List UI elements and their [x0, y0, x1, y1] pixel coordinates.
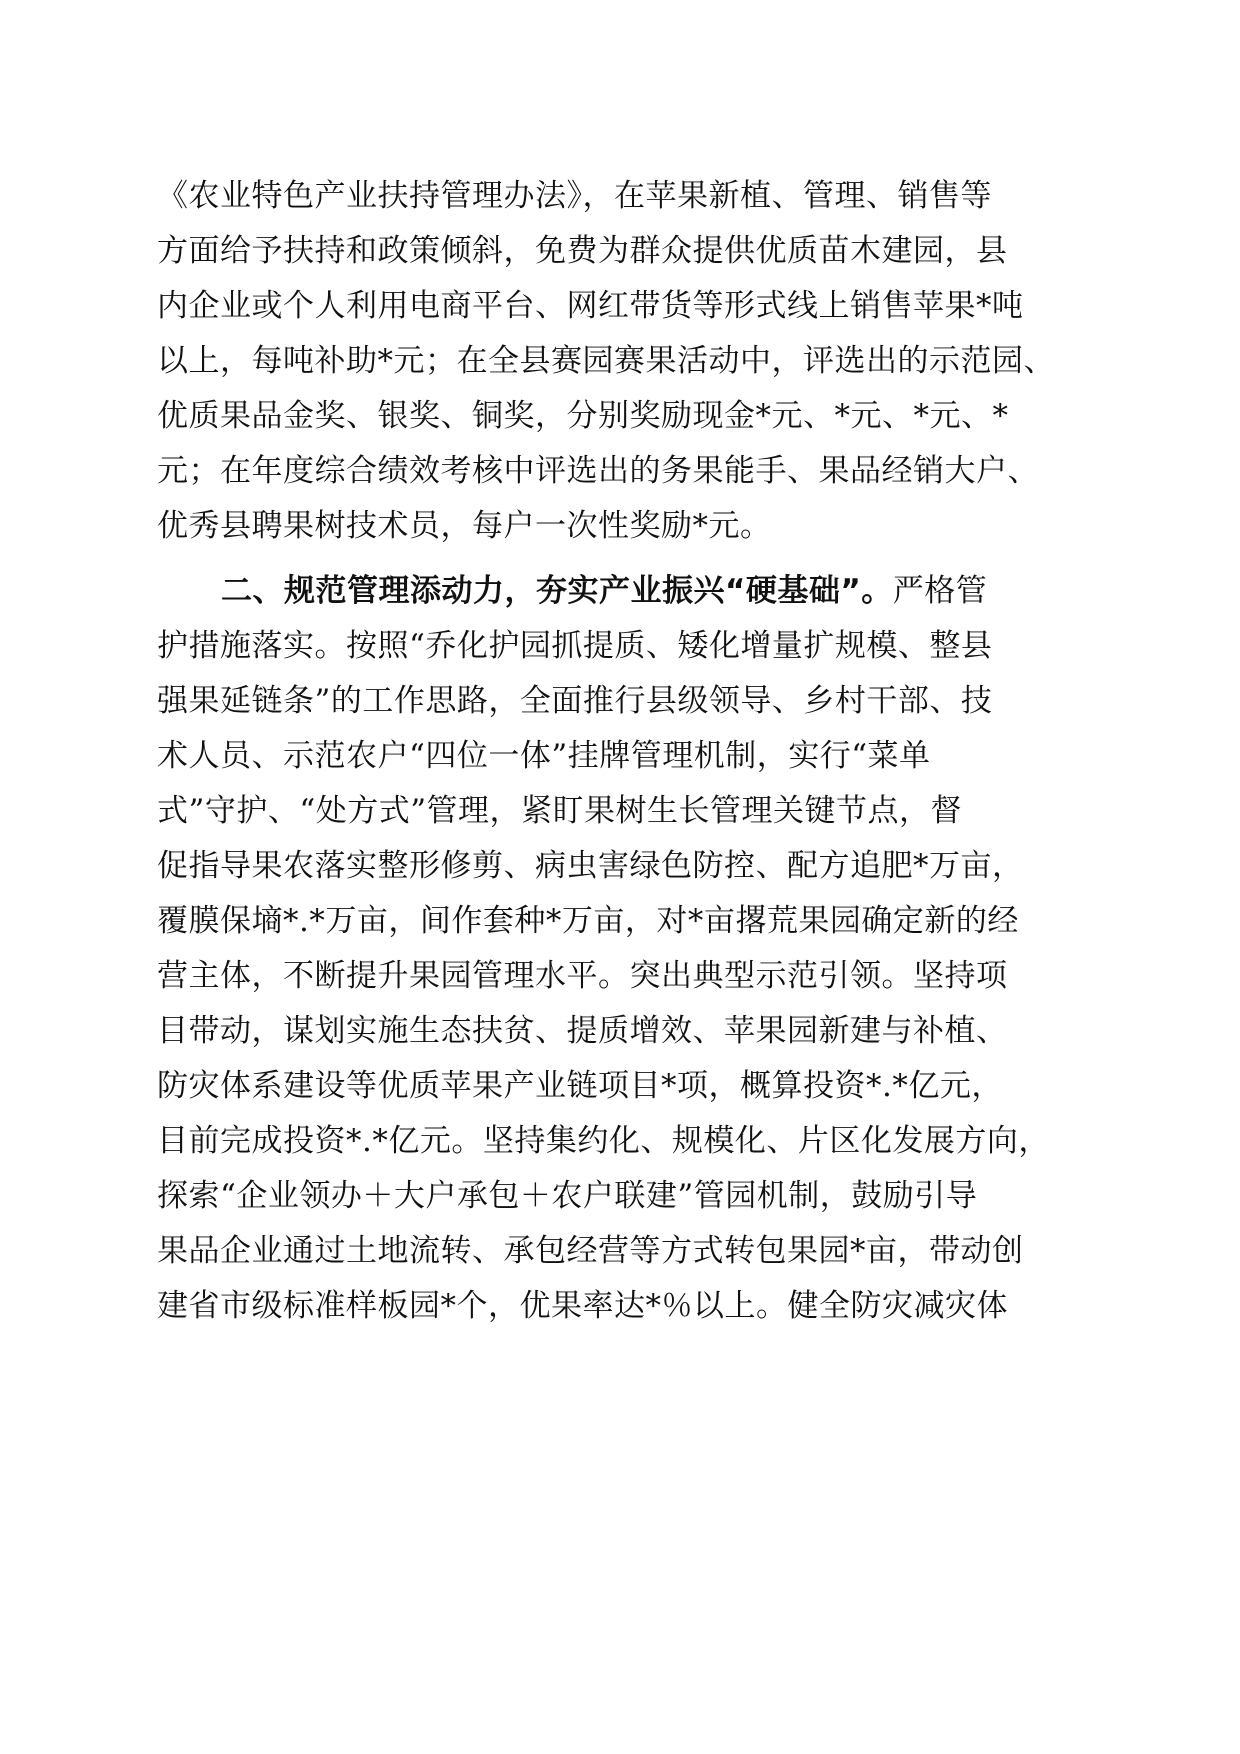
paragraph-line: 覆膜保墒*.*万亩，间作套种*万亩，对*亩撂荒果园确定新的经: [157, 903, 1019, 939]
section-2-heading: 二、规范管理添动力，夯实产业振兴“硬基础”。: [221, 573, 893, 609]
paragraph-line: 优质果品金奖、银奖、铜奖，分别奖励现金*元、*元、*元、*: [157, 398, 1009, 434]
paragraph-line: 营主体，不断提升果园管理水平。突出典型示范引领。坚持项: [157, 958, 1008, 994]
paragraph-line: 方面给予扶持和政策倾斜，免费为群众提供优质苗木建园，县: [157, 233, 1008, 269]
paragraph-line: 《农业特色产业扶持管理办法》，在苹果新植、管理、销售等: [157, 178, 992, 214]
paragraph-line: 目带动，谋划实施生态扶贫、提质增效、苹果园新建与补植、: [157, 1013, 1008, 1049]
paragraph-line: 元；在年度综合绩效考核中评选出的务果能手、果品经销大户、: [157, 453, 1039, 489]
paragraph-line: 强果延链条”的工作思路，全面推行县级领导、乡村干部、技: [157, 683, 993, 719]
paragraph-line: 目前完成投资*.*亿元。坚持集约化、规模化、片区化发展方向，: [157, 1123, 1050, 1159]
paragraph-line: 探索“企业领办＋大户承包＋农户联建”管园机制，鼓励引导: [157, 1178, 978, 1214]
paragraph-line: 内企业或个人利用电商平台、网红带货等形式线上销售苹果*吨: [157, 288, 1024, 324]
paragraph-line: 优秀县聘果树技术员，每户一次性奖励*元。: [157, 508, 772, 544]
paragraph-line: 建省市级标准样板园*个，优果率达*％以上。健全防灾减灾体: [157, 1288, 1008, 1324]
section-2-first-line: [221, 571, 987, 611]
paragraph-line: 护措施落实。按照“乔化护园抓提质、矮化增量扩规模、整县: [157, 628, 993, 664]
paragraph-line: 果品企业通过土地流转、承包经营等方式转包果园*亩，带动创: [157, 1233, 1024, 1269]
section-2-first-line-text: 严格管: [892, 573, 988, 609]
paragraph-line: 促指导果农落实整形修剪、病虫害绿色防控、配方追肥*万亩，: [157, 848, 1024, 884]
paragraph-line: 以上，每吨补助*元；在全县赛园赛果活动中，评选出的示范园、: [157, 343, 1055, 379]
paragraph-line: 防灾体系建设等优质苹果产业链项目*项，概算投资*.*亿元，: [157, 1068, 1003, 1104]
paragraph-line: 式”守护、“处方式”管理，紧盯果树生长管理关键节点，督: [157, 793, 963, 829]
paragraph-line: 术人员、示范农户“四位一体”挂牌管理机制，实行“菜单: [157, 738, 931, 774]
